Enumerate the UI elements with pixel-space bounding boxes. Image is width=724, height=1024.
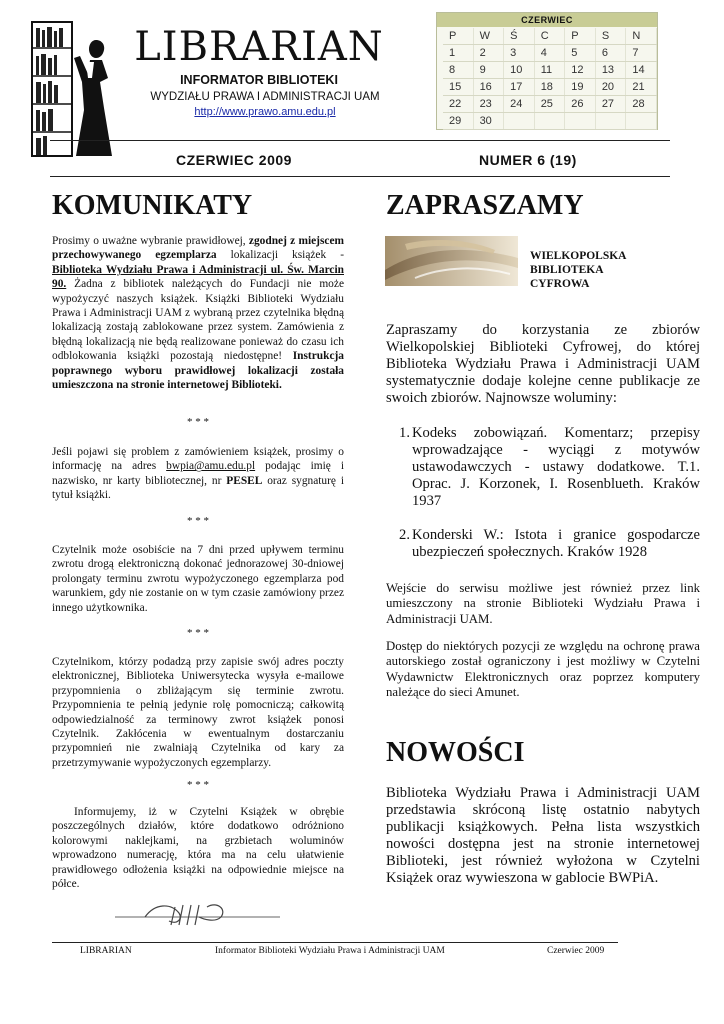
notice-reading-room: Informujemy, iż w Czytelni Książek w obrębie poszczególnych działów, które dodatkowo odróżniono kolorowymi naklejkami, na grzbietach woluminów wprowadzono numerację, która ma na celu ułatwienie prawidłowego odłożenia książki na odpowiednie miejsce na półce. (52, 806, 344, 891)
calendar-date: 29 (443, 113, 473, 130)
calendar-date: 17 (504, 79, 535, 96)
june-calendar (436, 12, 658, 130)
calendar-date (626, 113, 657, 130)
separator: * * * (187, 779, 209, 791)
calendar-date: 28 (626, 96, 657, 113)
calendar-date: 25 (534, 96, 565, 113)
department-name: WYDZIAŁU PRAWA I ADMINISTRACJI UAM (150, 91, 380, 103)
decorative-flourish (115, 899, 280, 929)
librarian-illustration (30, 18, 122, 158)
issue-number: NUMER 6 (19) (479, 152, 577, 168)
calendar-day-header: P (443, 28, 473, 45)
notice-order-problem: Jeśli pojawi się problem z zamówieniem książek, prosimy o informację na adres bwpia@amu.edu.pl podając imię i nazwisko, nr karty bibliotecznej, nr PESEL oraz sygnaturę i tytuł książki. (52, 446, 345, 502)
calendar-date: 13 (595, 62, 626, 79)
calendar-date: 21 (626, 79, 657, 96)
nowosci-heading: NOWOŚCI (386, 737, 525, 768)
notice-location: Prosimy o uważne wybranie prawidłowej, zgodnej z miejscem przechowywanego egzemplarza lokalizacji książek - Biblioteka Wydziału Prawa i Administracji ul. Św. Marcin 90. Żadna z bibliotek należących do Fundacji nie może wypożyczyć naszych książek. Książki Biblioteki Wydziału Prawa i Administracji UAM z wybraną przez czytelnika błędną lokalizacją zostają zablokowane przez system. Zamówienia z błędną lokalizacją nie będą realizowane ponieważ do czasu ich odblokowania książki pozostają niedostępne! Instrukcja poprawnego wyboru prawidłowej lokalizacji została umieszczona na stronie internetowej Biblioteki. (52, 235, 344, 392)
calendar-date: 26 (565, 96, 596, 113)
calendar-day-header: Ś (504, 28, 535, 45)
notice-reminders: Czytelnikom, którzy podadzą przy zapisie swój adres poczty elektronicznej, Biblioteka Uniwersytecka wysyła e-mailowe przypomnienia o zbliżającym się terminie zwrotu. Przypomnienia te pełnią jedynie rolę pomocniczą; całkowitą odpowiedzialność za terminowy zwrot książek ponosi Czytelnik. Zakłócenia w ewentualnym dostarczaniu przypomnień nie zwalniają Czytelnika od kary za przetrzymywanie wypożyczonych egzemplarzy. (52, 656, 344, 769)
calendar-date: 14 (626, 62, 657, 79)
calendar-date: 3 (504, 45, 535, 62)
wbc-intro: Zapraszamy do korzystania ze zbiorów Wielkopolskiej Biblioteki Cyfrowej, do której Biblioteka Wydziału Prawa i Administracji UAM systematycznie dodaje kolejne cenne publikacje ze swoich zbiorów. Najnowsze woluminy: (386, 322, 700, 406)
calendar-week (443, 45, 657, 62)
calendar-date: 18 (534, 79, 565, 96)
calendar-date: 20 (595, 79, 626, 96)
calendar-date (565, 113, 596, 130)
website-link[interactable]: http://www.prawo.amu.edu.pl (194, 106, 336, 118)
contact-email-link[interactable]: bwpia@amu.edu.pl (166, 460, 256, 473)
calendar-date: 1 (443, 45, 473, 62)
calendar-day-header: W (473, 28, 504, 45)
calendar-date: 19 (565, 79, 596, 96)
calendar-date: 22 (443, 96, 473, 113)
new-volumes-list (386, 425, 700, 561)
calendar-date (534, 113, 565, 130)
calendar-date: 11 (534, 62, 565, 79)
header-divider (50, 140, 670, 141)
calendar-day-header: C (534, 28, 565, 45)
calendar-date: 6 (595, 45, 626, 62)
calendar-week (443, 113, 657, 130)
calendar-date: 10 (504, 62, 535, 79)
list-item: 1. Kodeks zobowiązań. Komentarz; przepisy wprowadzające - wyciągi z motywów ustawodawczych - ustawy dodatkowe. T.1. Oprac. J. Korzonek, I. Rosenblueth. Kraków 1937 (399, 425, 700, 509)
footer-title: LIBRARIAN (80, 946, 132, 956)
wbc-label: WIELKOPOLSKA BIBLIOTEKA CYFROWA (530, 250, 627, 290)
separator: * * * (187, 416, 209, 428)
calendar-month: CZERWIEC (437, 13, 657, 27)
calendar-date: 15 (443, 79, 473, 96)
calendar-week (443, 79, 657, 96)
calendar-day-header: P (565, 28, 596, 45)
calendar-date: 23 (473, 96, 504, 113)
newsletter-title: LIBRARIAN (134, 24, 384, 70)
zapraszamy-heading: ZAPRASZAMY (386, 190, 584, 221)
footer-divider (52, 942, 618, 943)
calendar-date (595, 113, 626, 130)
calendar-weekdays (443, 28, 657, 45)
nowosci-text: Biblioteka Wydziału Prawa i Administracji UAM przedstawia skróconą listę ostatnio nabytych publikacji książkowych. Pełna lista wszystkich nowości dostępna jest na stronie internetowej Biblioteki, jest również wyłożona w Czytelni Książek oraz wywieszona w gablocie BWPiA. (386, 785, 700, 886)
issue-divider (50, 176, 670, 177)
notice-prolongation: Czytelnik może osobiście na 7 dni przed upływem terminu zwrotu drogą elektroniczną dokonać jednorazowej 30-dniowej prolongaty terminu zwrotu wypożyczonego egzemplarza pod warunkiem, gdy nie zostanie on w tym czasie zamówiony przez innego użytkownika. (52, 544, 344, 614)
calendar-date: 16 (473, 79, 504, 96)
calendar-grid (443, 28, 657, 130)
calendar-date: 4 (534, 45, 565, 62)
newsletter-subtitle: INFORMATOR BIBLIOTEKI (180, 73, 338, 87)
calendar-date: 8 (443, 62, 473, 79)
separator: * * * (187, 627, 209, 639)
calendar-week (443, 96, 657, 113)
footer-date: Czerwiec 2009 (547, 946, 605, 956)
calendar-date: 2 (473, 45, 504, 62)
calendar-date: 7 (626, 45, 657, 62)
calendar-date: 27 (595, 96, 626, 113)
calendar-date: 24 (504, 96, 535, 113)
calendar-date: 5 (565, 45, 596, 62)
separator: * * * (187, 515, 209, 527)
list-item: 2. Konderski W.: Istota i granice gospodarcze ubezpieczeń społecznych. Kraków 1928 (399, 527, 700, 560)
issue-date: CZERWIEC 2009 (176, 152, 292, 168)
calendar-week (443, 62, 657, 79)
komunikaty-heading: KOMUNIKATY (52, 190, 253, 221)
calendar-date (504, 113, 535, 130)
calendar-day-header: S (595, 28, 626, 45)
wbc-access: Wejście do serwisu możliwe jest również przez link umieszczony na stronie Biblioteki Wydziału Prawa i Administracji UAM. (386, 581, 700, 626)
calendar-date: 9 (473, 62, 504, 79)
wbc-restricted: Dostęp do niektórych pozycji ze względu na ochronę prawa autorskiego został ograniczony i jest możliwy w Czytelni Wydawnictw Elektronicznych oraz poprzez komputery należące do sieci Amunet. (386, 639, 700, 700)
wbc-logo (385, 236, 518, 286)
calendar-day-header: N (626, 28, 657, 45)
footer-subtitle: Informator Biblioteki Wydziału Prawa i Administracji UAM (215, 946, 445, 956)
calendar-date: 30 (473, 113, 504, 130)
calendar-date: 12 (565, 62, 596, 79)
